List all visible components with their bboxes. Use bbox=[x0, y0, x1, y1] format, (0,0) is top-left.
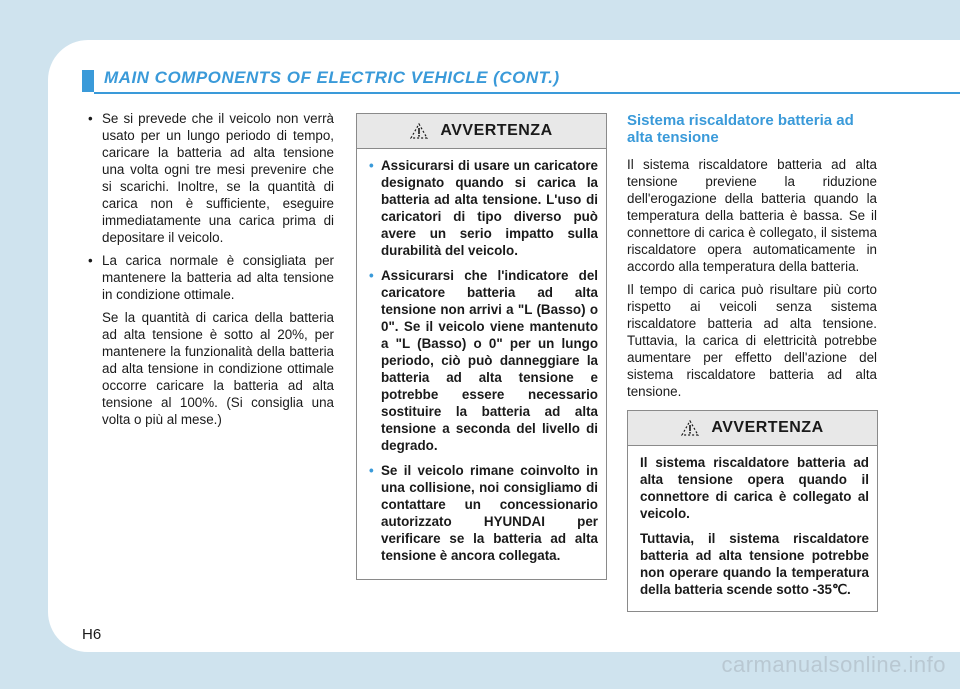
body-paragraph: Il sistema riscaldatore batteria ad alta tensione previene la riduzione dell'erogazione della batteria quando la temperatura della batteria è bassa. Se il connettore di carica è collegato, il sistema riscaldatore opera automaticamente in accordo alla temperatura della batteria. bbox=[627, 157, 877, 274]
warning-box-heater bbox=[627, 410, 878, 612]
list-item: • Assicurarsi che l'indicatore del caricatore batteria ad alta tensione non arrivi a "L (Basso) o 0". Se il veicolo viene mantenuto a "L (Basso) o 0" per un lungo periodo, ciò può danneggiare la batteria ad alta tensione e potrebbe essere necessario sostituire la batteria ad alta tensione a seconda del livello di degrado. bbox=[369, 267, 598, 454]
warning-triangle-icon bbox=[681, 420, 699, 436]
list-item: • Se il veicolo rimane coinvolto in una collisione, noi consigliamo di contattare un concessionario autorizzato HYUNDAI per verificare se la batteria ad alta tensione è ancora collegata. bbox=[369, 462, 598, 564]
continuation-paragraph: Se la quantità di carica della batteria ad alta tensione è sotto al 20%, per mantenere la funzionalità della batteria ad alta tensione in condizione ottimale occorre caricare la batteria ad alta tensione al 100%. (Si consiglia una volta o più al mese.) bbox=[102, 310, 334, 427]
page-number: H6 bbox=[82, 626, 102, 643]
warning-header bbox=[628, 411, 877, 446]
left-bullet-list bbox=[82, 110, 334, 303]
list-item: • La carica normale è consigliata per mantenere la batteria ad alta tensione in condizione ottimale. bbox=[82, 252, 334, 303]
warning-box-charger bbox=[356, 113, 607, 580]
warning-title: AVVERTENZA bbox=[440, 122, 553, 139]
right-column bbox=[627, 112, 877, 406]
header-accent-bar bbox=[82, 70, 94, 92]
warning-header bbox=[357, 114, 606, 149]
subsection-heading: Sistema riscaldatore batteria ad alta tensione bbox=[627, 112, 854, 146]
warning-paragraph: Il sistema riscaldatore batteria ad alta tensione opera quando il connettore di carica è collegato al veicolo. bbox=[640, 455, 869, 521]
warning-body bbox=[628, 446, 877, 614]
warning-title: AVVERTENZA bbox=[711, 419, 824, 436]
warning-list bbox=[369, 157, 598, 564]
header-rule bbox=[94, 92, 960, 94]
list-item: • Se si prevede che il veicolo non verrà usato per un lungo periodo di tempo, caricare la batteria ad alta tensione una volta ogni tre mesi prevenire che si scarichi. Inoltre, se la quantità di carica non è sufficiente, eseguire immediatamente una carica prima di depositare il veicolo. bbox=[82, 110, 334, 246]
watermark-text: carmanualsonline.info bbox=[721, 652, 946, 677]
list-item: • Assicurarsi di usare un caricatore designato quando si carica la batteria ad alta tensione. L'uso di caricatori di tipo diverso può avere un serio impatto sulla durabilità del veicolo. bbox=[369, 157, 598, 259]
body-paragraph: Il tempo di carica può risultare più corto rispetto ai veicoli senza sistema riscaldatore batteria ad alta tensione. Tuttavia, la carica di elettricità potrebbe aumentare per effetto dell'azione del sistema riscaldatore batteria ad alta tensione. bbox=[627, 282, 877, 399]
warning-body bbox=[357, 149, 606, 580]
section-title: MAIN COMPONENTS OF ELECTRIC VEHICLE (CONT.) bbox=[104, 68, 560, 87]
warning-triangle-icon bbox=[410, 123, 428, 139]
warning-paragraph: Tuttavia, il sistema riscaldatore batteria ad alta tensione potrebbe non operare quando la temperatura della batteria scende sotto -35℃. bbox=[640, 531, 869, 597]
left-column bbox=[82, 110, 334, 434]
